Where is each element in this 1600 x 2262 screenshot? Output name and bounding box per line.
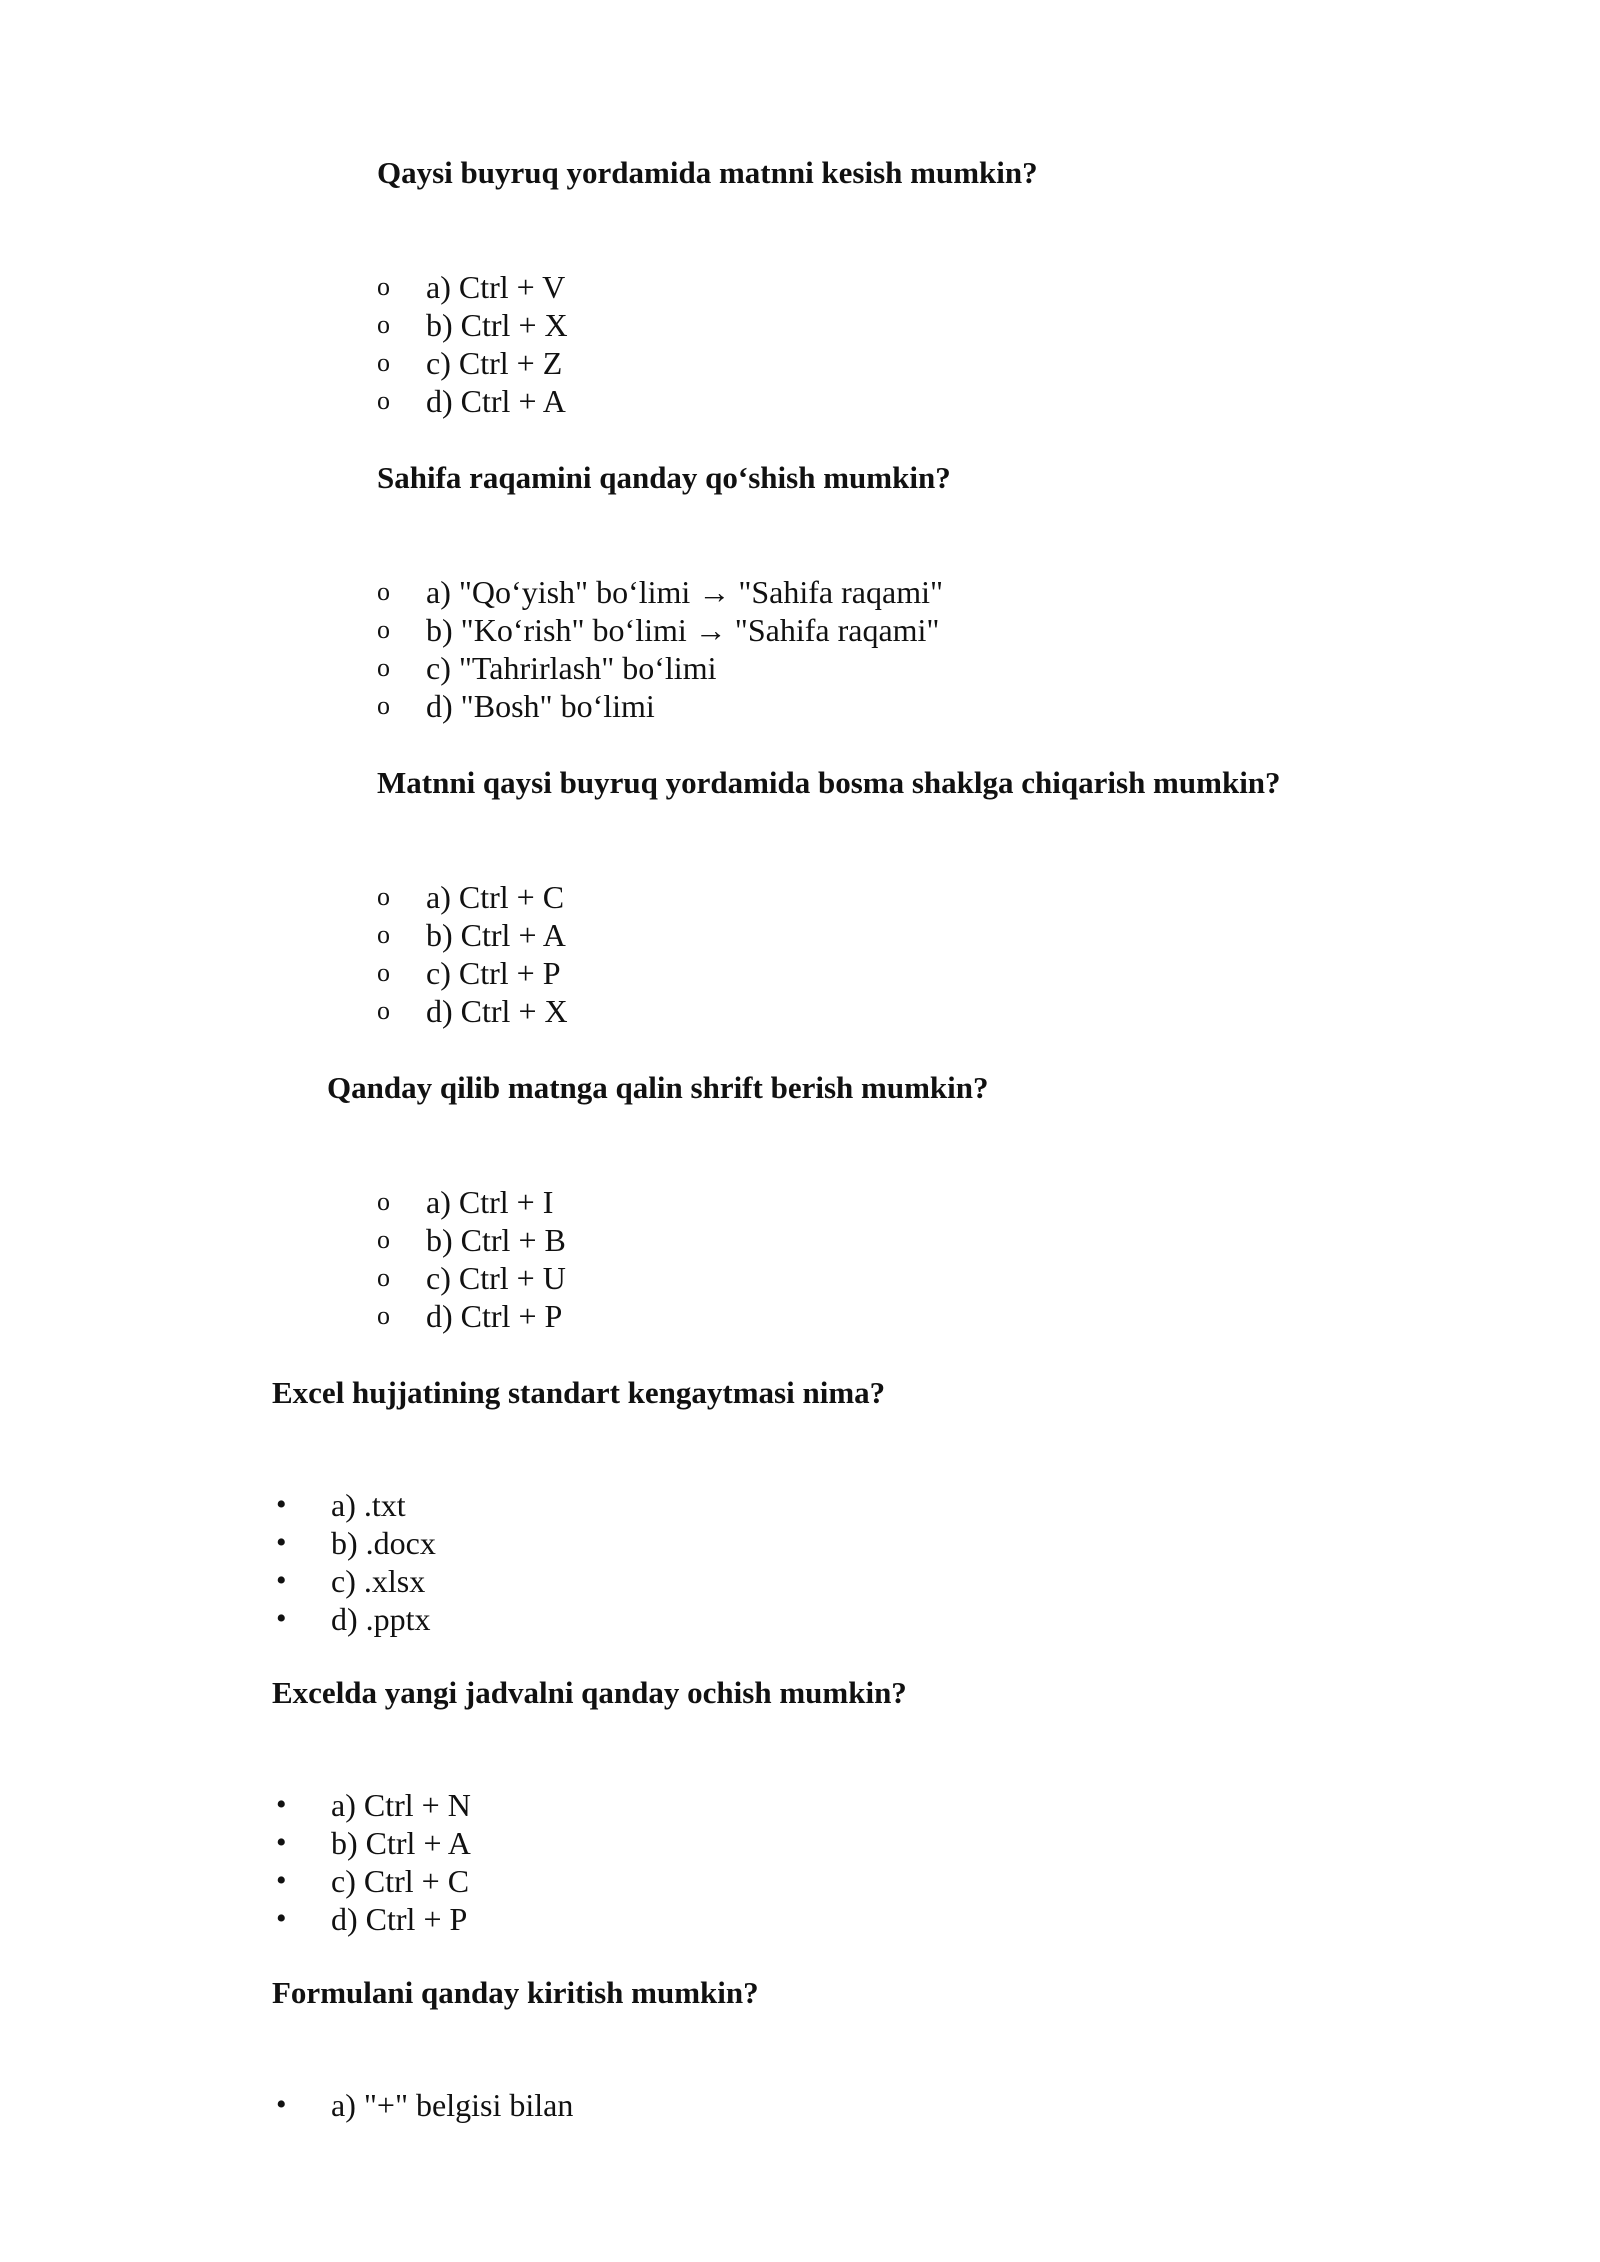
disc-bullet-icon: • bbox=[276, 1488, 287, 1521]
option-text: a) "+" belgisi bilan bbox=[331, 2087, 574, 2123]
question-6-options bbox=[276, 1786, 471, 1938]
option-text: b) Ctrl + A bbox=[331, 1825, 471, 1861]
option-text: b) "Ko‘rish" bo‘limi → "Sahifa raqami" bbox=[426, 612, 940, 648]
option-item bbox=[276, 1524, 436, 1562]
option-text: a) Ctrl + C bbox=[426, 879, 565, 915]
option-item bbox=[377, 611, 943, 649]
option-text: a) "Qo‘yish" bo‘limi → "Sahifa raqami" bbox=[426, 574, 944, 610]
circle-bullet-icon: o bbox=[377, 272, 390, 301]
circle-bullet-icon: o bbox=[377, 577, 390, 606]
circle-bullet-icon: o bbox=[377, 1301, 390, 1330]
disc-bullet-icon: • bbox=[276, 1826, 287, 1859]
option-text: a) .txt bbox=[331, 1487, 406, 1523]
option-item bbox=[377, 878, 568, 916]
option-text: c) "Tahrirlash" bo‘limi bbox=[426, 650, 717, 686]
option-item bbox=[377, 916, 568, 954]
question-4-title: Qanday qilib matnga qalin shrift berish mumkin? bbox=[327, 1070, 989, 1105]
option-text: b) Ctrl + A bbox=[426, 917, 566, 953]
circle-bullet-icon: o bbox=[377, 310, 390, 339]
option-text: b) Ctrl + B bbox=[426, 1222, 566, 1258]
option-item bbox=[377, 954, 568, 992]
option-item bbox=[377, 268, 568, 306]
circle-bullet-icon: o bbox=[377, 958, 390, 987]
option-item bbox=[276, 1862, 471, 1900]
option-item bbox=[377, 1221, 566, 1259]
circle-bullet-icon: o bbox=[377, 615, 390, 644]
circle-bullet-icon: o bbox=[377, 348, 390, 377]
option-item bbox=[276, 1562, 436, 1600]
circle-bullet-icon: o bbox=[377, 653, 390, 682]
option-item bbox=[377, 1183, 566, 1221]
disc-bullet-icon: • bbox=[276, 1864, 287, 1897]
option-text: b) .docx bbox=[331, 1525, 436, 1561]
option-item bbox=[276, 2086, 573, 2124]
question-2-options bbox=[377, 573, 943, 725]
question-1-title: Qaysi buyruq yordamida matnni kesish mumkin? bbox=[377, 155, 1038, 190]
option-text: a) Ctrl + V bbox=[426, 269, 566, 305]
option-item bbox=[377, 573, 943, 611]
option-text: d) "Bosh" bo‘limi bbox=[426, 688, 655, 724]
option-item bbox=[276, 1900, 471, 1938]
option-text: c) .xlsx bbox=[331, 1563, 426, 1599]
circle-bullet-icon: o bbox=[377, 1263, 390, 1292]
disc-bullet-icon: • bbox=[276, 2088, 287, 2121]
circle-bullet-icon: o bbox=[377, 1225, 390, 1254]
option-text: d) Ctrl + P bbox=[426, 1298, 563, 1334]
question-5-options bbox=[276, 1486, 436, 1638]
question-3-title: Matnni qaysi buyruq yordamida bosma shaklga chiqarish mumkin? bbox=[377, 765, 1281, 800]
circle-bullet-icon: o bbox=[377, 386, 390, 415]
option-item bbox=[276, 1486, 436, 1524]
disc-bullet-icon: • bbox=[276, 1526, 287, 1559]
disc-bullet-icon: • bbox=[276, 1602, 287, 1635]
option-item bbox=[377, 344, 568, 382]
question-4-options bbox=[377, 1183, 566, 1335]
option-item bbox=[276, 1824, 471, 1862]
option-item bbox=[377, 687, 943, 725]
question-7-options bbox=[276, 2086, 573, 2124]
option-item bbox=[377, 382, 568, 420]
option-item bbox=[377, 1259, 566, 1297]
circle-bullet-icon: o bbox=[377, 996, 390, 1025]
option-text: a) Ctrl + N bbox=[331, 1787, 471, 1823]
disc-bullet-icon: • bbox=[276, 1902, 287, 1935]
option-item bbox=[377, 992, 568, 1030]
option-text: c) Ctrl + U bbox=[426, 1260, 566, 1296]
question-5-title: Excel hujjatining standart kengaytmasi nima? bbox=[272, 1375, 886, 1410]
option-text: c) Ctrl + P bbox=[426, 955, 561, 991]
disc-bullet-icon: • bbox=[276, 1564, 287, 1597]
option-text: c) Ctrl + C bbox=[331, 1863, 470, 1899]
option-text: c) Ctrl + Z bbox=[426, 345, 563, 381]
option-text: d) .pptx bbox=[331, 1601, 431, 1637]
question-2-title: Sahifa raqamini qanday qo‘shish mumkin? bbox=[377, 460, 951, 495]
option-item bbox=[377, 649, 943, 687]
question-7-title: Formulani qanday kiritish mumkin? bbox=[272, 1975, 759, 2010]
option-text: d) Ctrl + X bbox=[426, 993, 568, 1029]
disc-bullet-icon: • bbox=[276, 1788, 287, 1821]
option-item bbox=[377, 1297, 566, 1335]
option-text: d) Ctrl + P bbox=[331, 1901, 468, 1937]
option-text: a) Ctrl + I bbox=[426, 1184, 554, 1220]
option-item bbox=[276, 1786, 471, 1824]
circle-bullet-icon: o bbox=[377, 882, 390, 911]
question-6-title: Excelda yangi jadvalni qanday ochish mumkin? bbox=[272, 1675, 907, 1710]
option-item bbox=[276, 1600, 436, 1638]
question-3-options bbox=[377, 878, 568, 1030]
circle-bullet-icon: o bbox=[377, 1187, 390, 1216]
option-text: b) Ctrl + X bbox=[426, 307, 568, 343]
option-item bbox=[377, 306, 568, 344]
option-text: d) Ctrl + A bbox=[426, 383, 566, 419]
circle-bullet-icon: o bbox=[377, 691, 390, 720]
circle-bullet-icon: o bbox=[377, 920, 390, 949]
question-1-options bbox=[377, 268, 568, 420]
